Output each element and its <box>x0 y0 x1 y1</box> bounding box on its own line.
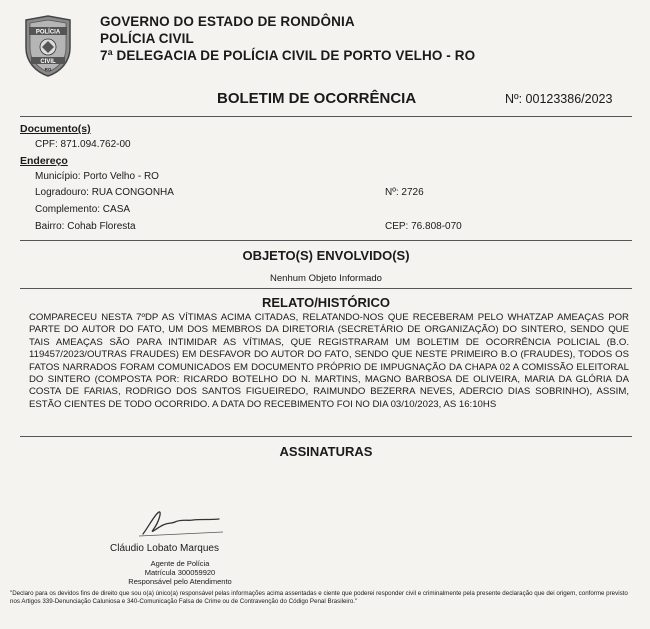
header-government: GOVERNO DO ESTADO DE RONDÔNIA <box>100 14 355 29</box>
report-number: Nº: 00123386/2023 <box>505 92 613 106</box>
divider <box>20 116 632 117</box>
police-badge-logo <box>22 14 74 78</box>
divider <box>20 288 632 289</box>
svg-text:RO: RO <box>44 67 52 72</box>
objects-text: Nenhum Objeto Informado <box>270 273 382 284</box>
handwritten-signature <box>135 508 225 538</box>
page-title: BOLETIM DE OCORRÊNCIA <box>217 90 417 107</box>
report-narrative: COMPARECEU NESTA 7ºDP AS VÍTIMAS ACIMA CITADAS, RELATANDO-NOS QUE RECEBERAM PELO WHATZAP AMEAÇAS POR PARTE DO AUTOR DO FATO, UM DOS MEMBROS DA DIRETORIA (SECRETÁRIO DE ORGANIZAÇÃO) DO SINTERO, SENDO QUE TAIS AMEAÇAS SÃO PARA INTIMIDAR AS VÍTIMAS, QUE REGISTRARAM UM BOLETIM DE OCORRÊNCIA POLICIAL (B.O. 119457/2023/OUTRAS FRAUDES) EM DESFAVOR DO AUTOR DO FATO, SENDO QUE NESTE PRIMEIRO B.O (FRAUDES), TODOS OS FATOS NARRADOS FORAM COMUNICADOS EM DOCUMENTO PRÓPRIO DE IMPUGNAÇÃO DA CHAPA 02 A COMISSÃO ELEITORAL DO SINTERO (COMPOSTA POR: RICARDO BOTELHO DO N. MARTINS, MAGNO BARBOSA DE OLIVEIRA, MARIA DA GLÓRIA DA COSTA DE FARIAS, RODRIGO DOS SANTOS FIGUEIREDO, RAIMUNDO BEZERRA NEVES, ADERCIO DIAS SOBRINHO), ASSIM, ESTÃO CIENTES DE TODO OCORRIDO. A DATA DO RECEBIMENTO FOI NO DIA 03/10/2023, AS 16:10HS <box>29 312 629 410</box>
divider <box>20 436 632 437</box>
zipcode-field: CEP: 76.808-070 <box>385 221 462 232</box>
street-field: Logradouro: RUA CONGONHA <box>35 187 174 198</box>
signer-name: Cláudio Lobato Marques <box>110 543 219 554</box>
objects-heading: OBJETO(S) ENVOLVIDO(S) <box>242 248 410 263</box>
documents-heading: Documento(s) <box>20 123 91 135</box>
svg-text:POLÍCIA: POLÍCIA <box>35 29 61 36</box>
header-precinct: 7ª DELEGACIA DE POLÍCIA CIVIL DE PORTO VELHO - RO <box>100 48 476 63</box>
signer-registration: Matrícula 300059920 <box>144 568 216 577</box>
cpf-field: CPF: 871.094.762-00 <box>35 139 131 150</box>
legal-footnote: "Declaro para os devidos fins de direito que sou o(a) único(a) responsável pelas informações acima assentadas e ciente que poderei responder civil e criminalmente pela presente declaração que dei origem, conforme previsto nos Artigos 339-Denunciação Caluniosa e 340-Comunicação Falsa de Crime ou de Contravenção do Código Penal Brasileiro." <box>10 590 628 605</box>
signer-role: Agente de Polícia <box>150 559 210 568</box>
divider <box>20 240 632 241</box>
svg-text:CIVIL: CIVIL <box>40 58 56 65</box>
header-police: POLÍCIA CIVIL <box>100 31 194 46</box>
complement-field: Complemento: CASA <box>35 204 131 215</box>
number-field: Nº: 2726 <box>385 187 424 198</box>
signatures-heading: ASSINATURAS <box>279 444 373 459</box>
municipality-field: Município: Porto Velho - RO <box>35 171 159 182</box>
address-heading: Endereço <box>20 155 68 167</box>
neighborhood-field: Bairro: Cohab Floresta <box>35 221 136 232</box>
signer-responsibility: Responsável pelo Atendimento <box>128 577 232 586</box>
report-heading: RELATO/HISTÓRICO <box>261 295 391 310</box>
